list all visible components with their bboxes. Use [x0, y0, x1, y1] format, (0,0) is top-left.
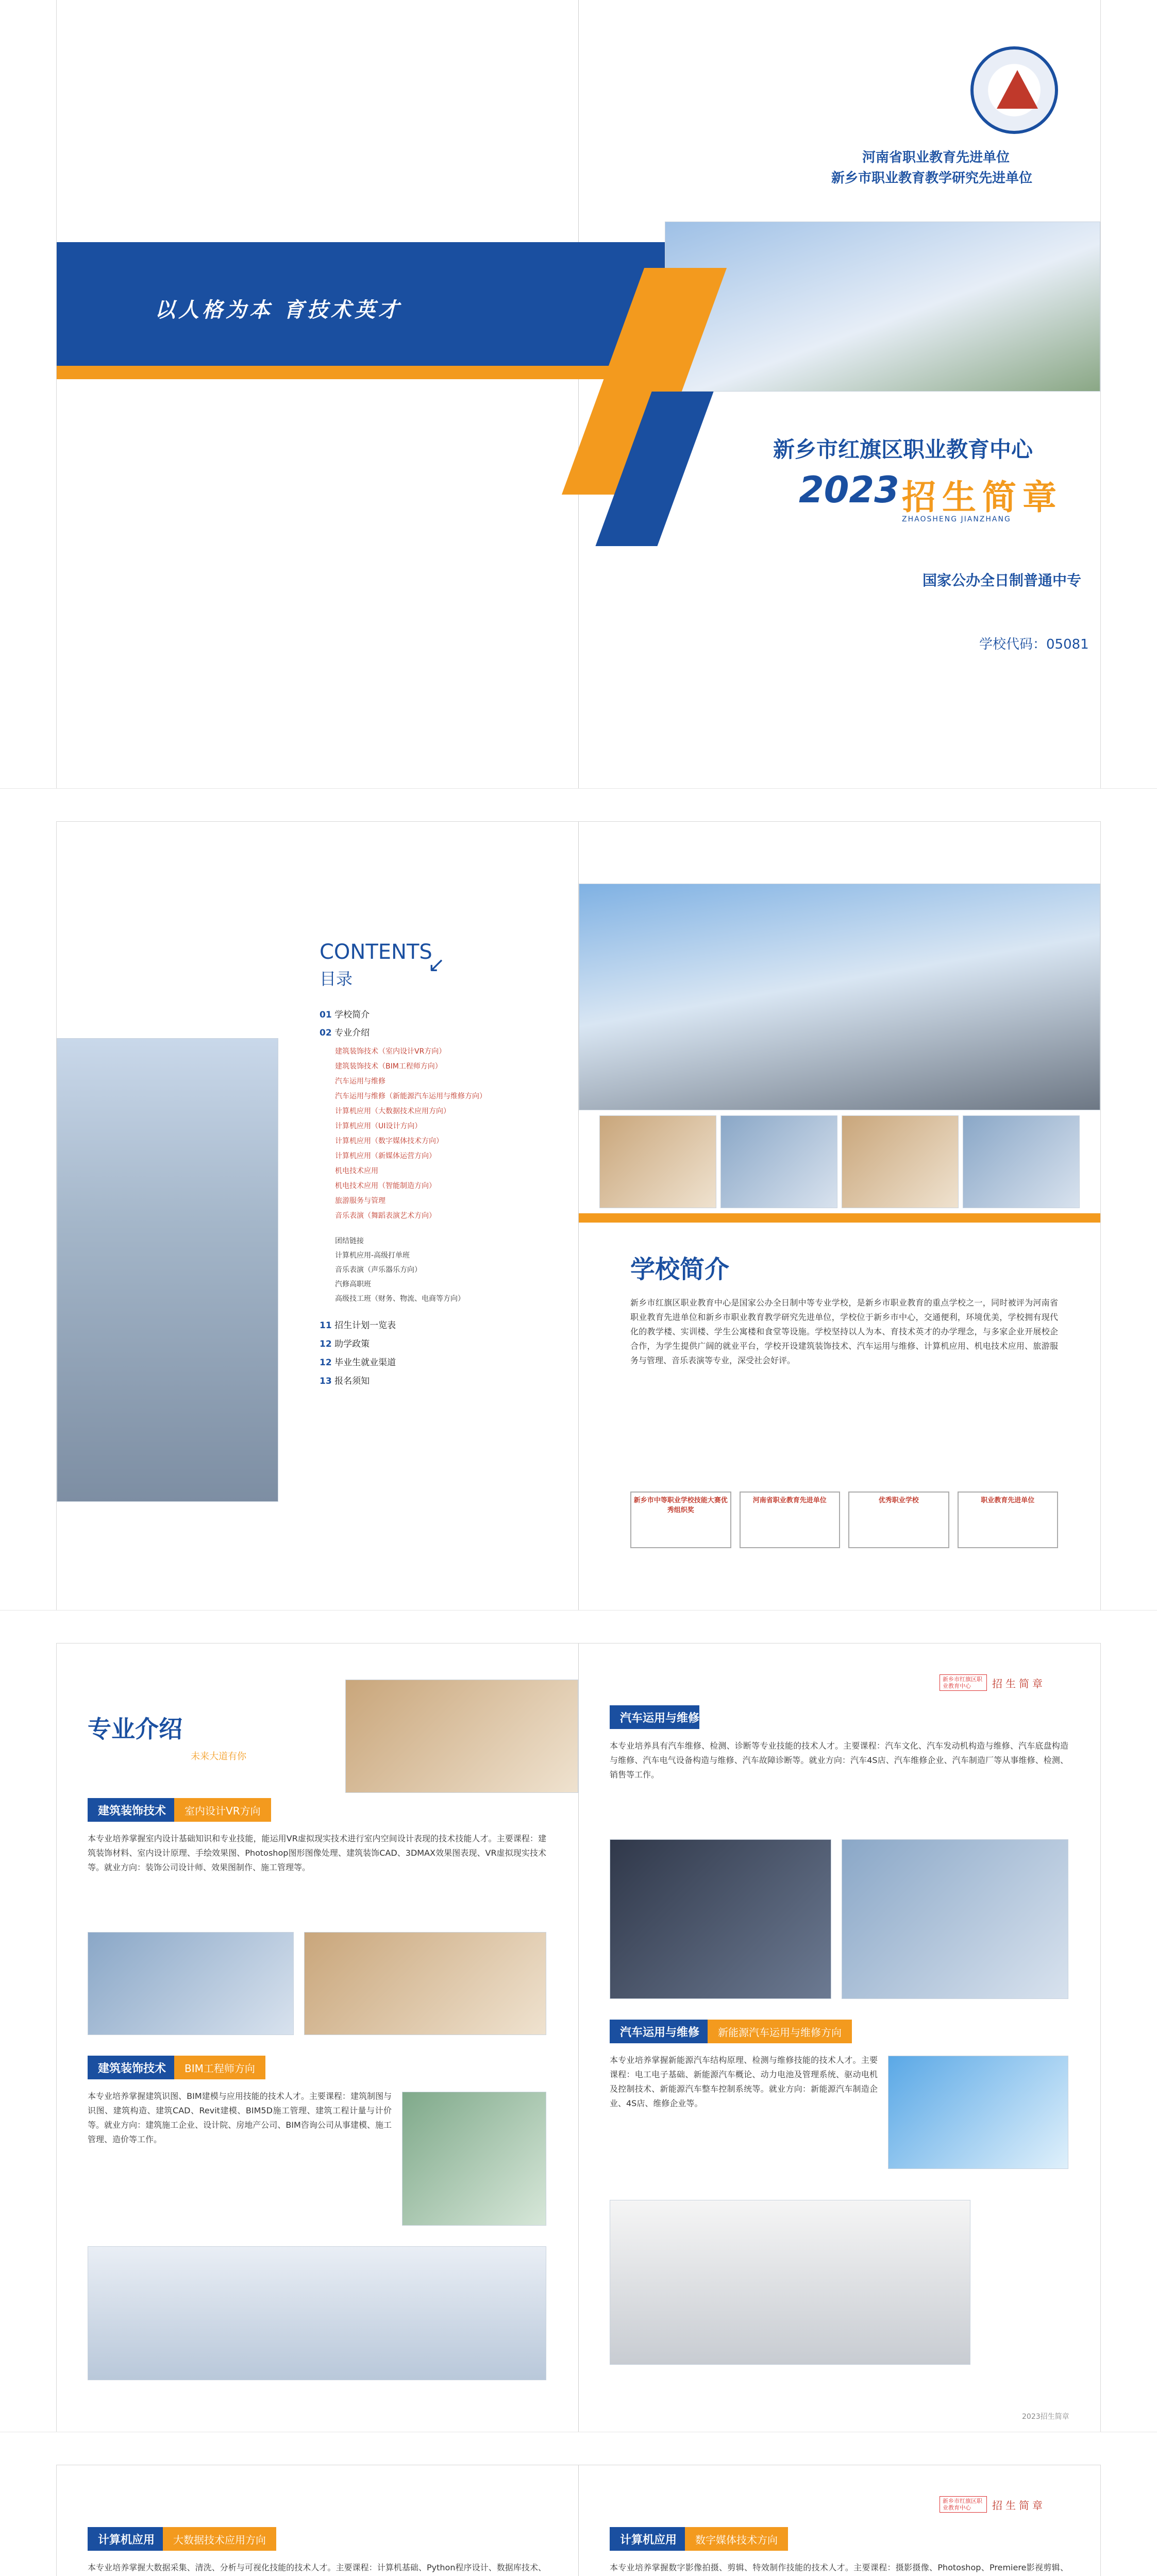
toc-item-01[interactable]	[320, 1007, 370, 1020]
toc-subitem[interactable]: 汽车运用与维修	[335, 1077, 385, 1086]
major-text: 本专业培养具有汽车维修、检测、诊断等专业技能的技术人才。主要课程：汽车文化、汽车发动机构造与维修、汽车底盘构造与维修、汽车电气设备构造与维修、汽车故障诊断等。就业方向：汽车4S店、汽车维修企业、汽车制造厂等从事维修、检测、销售等工作。	[610, 1741, 1068, 1780]
toc-subitems	[335, 1044, 487, 1224]
award-plaque: 河南省职业教育先进单位	[740, 1492, 841, 1548]
toc-item-02[interactable]	[320, 1025, 370, 1038]
toc-subitem[interactable]: 计算机应用（数字媒体技术方向）	[335, 1137, 443, 1145]
major-photo	[304, 1932, 546, 2035]
toc-item-12a[interactable]: 12 助学政策	[320, 1339, 370, 1349]
page-number: 2023招生简章	[1022, 2413, 1069, 2421]
major-photo	[88, 1932, 294, 2035]
major-photo	[842, 1839, 1068, 1999]
major-text: 本专业培养掌握建筑识图、BIM建模与应用技能的技术人才。主要课程：建筑制图与识图、建筑构造、建筑CAD、Revit建模、BIM5D施工管理、建筑工程计量与计价等。就业方向：建筑施工企业、设计院、房地产公司、BIM咨询公司从事建模、施工管理、造价等工作。	[88, 2091, 392, 2144]
award-plaque: 新乡市中等职业学校技能大赛优秀组织奖	[630, 1492, 731, 1548]
toc-subitem[interactable]: 音乐表演（舞蹈表演艺术方向）	[335, 1212, 436, 1220]
ev-photo	[888, 2056, 1068, 2169]
majors-spread-2	[57, 2465, 1100, 2576]
toc-groups	[335, 1234, 465, 1306]
award-plaque: 职业教育先进单位	[958, 1492, 1059, 1548]
toc-item-12b[interactable]: 12 毕业生就业渠道	[320, 1358, 396, 1368]
toc-text: 专业介绍	[334, 1028, 370, 1038]
toc-group[interactable]: 计算机应用-高级打单班	[335, 1251, 410, 1260]
honor-line-1: 河南省职业教育先进单位	[862, 150, 1010, 165]
cover-title-en: ZHAOSHENG JIANZHANG	[902, 515, 1011, 523]
major-photo	[402, 2092, 546, 2226]
major-header: 建筑装饰技术 室内设计VR方向	[88, 1798, 271, 1822]
strip-photo	[963, 1115, 1080, 1208]
major-photo	[88, 2246, 546, 2380]
major-header: 计算机应用 大数据技术应用方向	[88, 2527, 276, 2551]
toc-subitem[interactable]: 旅游服务与管理	[335, 1197, 385, 1205]
intro-title: 学校简介	[630, 1255, 730, 1284]
toc-num: 02	[320, 1028, 332, 1038]
toc-items-2	[320, 1316, 396, 1391]
toc-item-13[interactable]: 13 报名须知	[320, 1376, 370, 1386]
back-cover	[57, 0, 578, 788]
cover-year: 2023	[799, 469, 899, 511]
brochure-tag: 新乡市红旗区职业教育中心 招生简章	[940, 2496, 1046, 2513]
major-text: 本专业培养掌握新能源汽车结构原理、检测与维修技能的技术人才。主要课程：电工电子基础、新能源汽车概论、动力电池及管理系统、驱动电机及控制技术、新能源汽车整车控制系统等。就业方向：新能源汽车制造企业、4S店、维修企业等。	[610, 2055, 878, 2108]
school-logo	[970, 46, 1058, 134]
majors-page-3	[57, 2465, 578, 2576]
toc-text: 学校简介	[334, 1010, 370, 1020]
campus-photo	[665, 222, 1100, 392]
school-name: 新乡市红旗区职业教育中心	[773, 437, 1033, 462]
toc-group[interactable]: 高级技工班（财务、物流、电商等方向）	[335, 1295, 465, 1303]
major-header: 汽车运用与维修	[610, 1705, 699, 1729]
honor-line-2: 新乡市职业教育教学研究先进单位	[831, 171, 1033, 186]
toc-item-11[interactable]: 11 招生计划一览表	[320, 1320, 396, 1331]
contents-en: CONTENTS	[320, 940, 432, 964]
toc-group[interactable]: 音乐表演（声乐器乐方向）	[335, 1266, 422, 1274]
toc-intro-spread	[57, 822, 1100, 1610]
toc-subitem[interactable]: 计算机应用（大数据技术应用方向）	[335, 1107, 450, 1115]
toc-page	[57, 822, 578, 1610]
toc-group[interactable]: 汽修高职班	[335, 1280, 371, 1289]
majors-title: 专业介绍	[88, 1715, 182, 1743]
majors-page-2	[579, 1643, 1100, 2432]
contents-cn: 目录	[320, 969, 353, 989]
toc-subitem[interactable]: 机电技术应用（智能制造方向）	[335, 1182, 436, 1190]
brochure-tag: 新乡市红旗区职业教育中心 招生简章	[940, 1674, 1046, 1691]
intro-body: 新乡市红旗区职业教育中心是国家公办全日制中等专业学校，是新乡市职业教育的重点学校之一，同时被评为河南省职业教育先进单位和新乡市职业教育教学研究先进单位，学校位于新乡市中心，交通便利，环境优美，学校拥有现代化的教学楼、实训楼、学生公寓楼和食堂等设施。学校坚持以人为本、育技术英才的办学理念，与多家企业开展校企合作，为学生提供广阔的就业平台，学校开设建筑装饰技术、汽车运用与维修、计算机应用、机电技术应用、旅游服务与管理、音乐表演等专业，深受社会好评。	[630, 1298, 1058, 1365]
school-type: 国家公办全日制普通中专	[923, 572, 1082, 589]
majors-page-1	[57, 1643, 578, 2432]
ev-car-photo	[610, 2200, 970, 2365]
toc-subitem[interactable]: 建筑装饰技术（BIM工程师方向）	[335, 1062, 442, 1071]
major-text: 本专业培养掌握数字影像拍摄、剪辑、特效制作技能的技术人才。主要课程：摄影摄像、Photoshop、Premiere影视剪辑、	[610, 2563, 1068, 2572]
major-header: 汽车运用与维修 新能源汽车运用与维修方向	[610, 2020, 852, 2043]
major-text: 本专业培养掌握大数据采集、清洗、分析与可视化技能的技术人才。主要课程：计算机基础、Python程序设计、数据库技术、	[88, 2563, 546, 2572]
cover-spread	[57, 0, 1100, 788]
major-text: 本专业培养掌握室内设计基础知识和专业技能，能运用VR虚拟现实技术进行室内空间设计表现的技术技能人才。主要课程：建筑装饰材料、室内设计原理、手绘效果图、Photoshop图形图像处理、建筑装饰CAD、3DMAX效果图表现、VR虚拟现实技术等。就业方向：装饰公司设计师、效果图制作、施工管理等。	[88, 1834, 546, 1872]
toc-group[interactable]: 团结链接	[335, 1237, 364, 1245]
toc-subitem[interactable]: 机电技术应用	[335, 1167, 378, 1175]
toc-subitem[interactable]: 计算机应用（UI设计方向）	[335, 1122, 422, 1130]
strip-photo	[599, 1115, 716, 1208]
toc-subitem[interactable]: 建筑装饰技术（室内设计VR方向）	[335, 1047, 446, 1056]
intro-page	[579, 822, 1100, 1610]
toc-arrow-icon: ↙	[428, 953, 445, 977]
cover-title: 招生简章	[902, 478, 1063, 517]
major-header: 建筑装饰技术 BIM工程师方向	[88, 2056, 265, 2079]
award-plaque: 优秀职业学校	[848, 1492, 949, 1548]
toc-building-photo	[57, 1038, 278, 1502]
school-code: 学校代码：05081	[979, 637, 1089, 652]
intro-photo	[579, 884, 1100, 1110]
major-photo	[610, 1839, 831, 1999]
strip-photo	[720, 1115, 837, 1208]
toc-subitem[interactable]: 计算机应用（新媒体运营方向）	[335, 1152, 436, 1160]
majors-spread-1	[57, 1643, 1100, 2432]
toc-num: 01	[320, 1010, 332, 1020]
cover-slogan: 以人格为本 育技术英才	[155, 298, 402, 322]
toc-subitem[interactable]: 汽车运用与维修（新能源汽车运用与维修方向）	[335, 1092, 487, 1100]
intro-stamps	[630, 1492, 1058, 1548]
major-header: 计算机应用 数字媒体技术方向	[610, 2527, 788, 2551]
strip-photo	[842, 1115, 959, 1208]
majors-page-4	[579, 2465, 1100, 2576]
header-photo	[345, 1680, 578, 1793]
majors-sub: 未来大道有你	[191, 1751, 246, 1762]
intro-photo-strip	[579, 1115, 1100, 1208]
intro-orange-bar	[579, 1213, 1100, 1223]
